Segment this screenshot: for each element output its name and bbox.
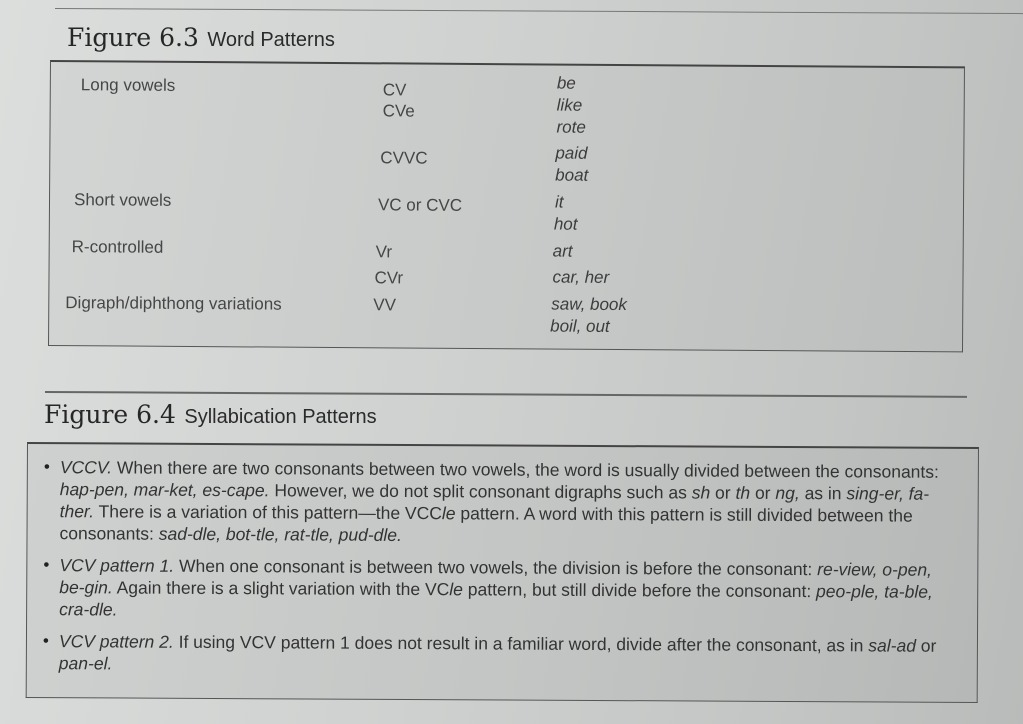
bullet-text: If using VCV pattern 1 does not result in a familiar word, divide after the consonant, as in <box>173 631 869 656</box>
example-paid: paid <box>555 143 588 163</box>
bullet-example: hap-pen, mar-ket, es-cape. <box>59 479 270 501</box>
figure-6-4-title <box>44 400 377 429</box>
figure-number: Figure 6.4 <box>44 400 176 429</box>
bullet-example: sad-dle, bot-tle, rat-tle, pud-dle. <box>158 523 402 545</box>
figure-caption: Word Patterns <box>207 29 335 51</box>
bullet-icon: • <box>42 631 49 651</box>
bullet-text: However, we do not split consonant digraphs such as <box>269 480 692 503</box>
bullet-example: sing-er, fa-ther. <box>59 483 930 522</box>
pattern-vc-or-cvc: VC or CVC <box>377 195 463 215</box>
pattern-vr: Vr <box>375 242 393 262</box>
bullet-example: ng, <box>775 482 800 504</box>
bullet-example: re-view, o-pen, be-gin. <box>59 559 933 598</box>
bullet-text: When there are two consonants between two vowels, the word is usually divided between the consonants: <box>112 457 939 482</box>
word-patterns-table <box>48 60 965 352</box>
example-it: it <box>554 192 564 212</box>
figure-6-3-title <box>67 23 335 52</box>
bullet-example: le <box>449 579 464 600</box>
figure-caption: Syllabication Patterns <box>184 406 377 428</box>
example-art: art <box>552 241 573 261</box>
example-like: like <box>556 95 583 115</box>
bullet-vcv-pattern-1 <box>43 554 949 625</box>
top-rule <box>55 8 1023 14</box>
pattern-cve: CVe <box>382 101 415 121</box>
pattern-cv: CV <box>382 80 407 100</box>
example-boat: boat <box>555 165 589 185</box>
bullet-text: pattern. A word with this pattern is still divided between the consonants: <box>59 503 913 544</box>
bullet-text: There is a variation of this pattern—the VCC <box>93 501 442 524</box>
example-car-her: car, her <box>552 267 610 287</box>
bullet-example: th <box>735 482 751 503</box>
example-rote: rote <box>556 117 586 137</box>
bullet-text: or <box>915 635 937 656</box>
example-hot: hot <box>553 214 578 234</box>
bullet-example: sal-ad <box>868 635 917 656</box>
bullet-icon: • <box>43 457 50 477</box>
bullet-heading: VCCV. <box>59 457 113 478</box>
pattern-vv: VV <box>373 295 397 315</box>
bullet-icon: • <box>43 555 50 575</box>
label-r-controlled: R-controlled <box>71 237 164 257</box>
bullet-vcv-pattern-2 <box>42 630 949 679</box>
example-saw-book: saw, book <box>551 294 627 315</box>
bullet-text: as in <box>799 483 847 504</box>
section-divider <box>45 391 967 397</box>
bullet-example: pan-el. <box>58 653 113 674</box>
bullet-text: or <box>750 482 776 503</box>
pattern-cvvc: CVVC <box>380 148 428 168</box>
syllabication-patterns-box <box>26 442 979 703</box>
bullet-text: pattern, but still divide before the consonant: <box>462 579 817 602</box>
pattern-cvr: CVr <box>374 268 404 288</box>
bullet-heading: VCV pattern 2. <box>58 631 174 652</box>
bullet-example: peo-ple, ta-ble, cra-dle. <box>59 581 933 620</box>
bullet-text: When one consonant is between two vowels, the division is before the consonant: <box>174 555 818 580</box>
bullet-heading: VCV pattern 1. <box>59 555 175 576</box>
example-boil-out: boil, out <box>550 316 610 336</box>
bullet-example: sh <box>691 482 711 503</box>
bullet-text: Again there is a slight variation with the VC <box>112 577 450 600</box>
label-long-vowels: Long vowels <box>80 75 176 95</box>
label-digraph-diphthong: Digraph/diphthong variations <box>65 293 282 314</box>
bullet-text: or <box>710 482 736 503</box>
bullet-vccv <box>43 456 949 549</box>
label-short-vowels: Short vowels <box>73 190 172 210</box>
example-be: be <box>556 73 576 93</box>
bullet-example: le <box>441 503 456 524</box>
figure-number: Figure 6.3 <box>67 23 199 52</box>
